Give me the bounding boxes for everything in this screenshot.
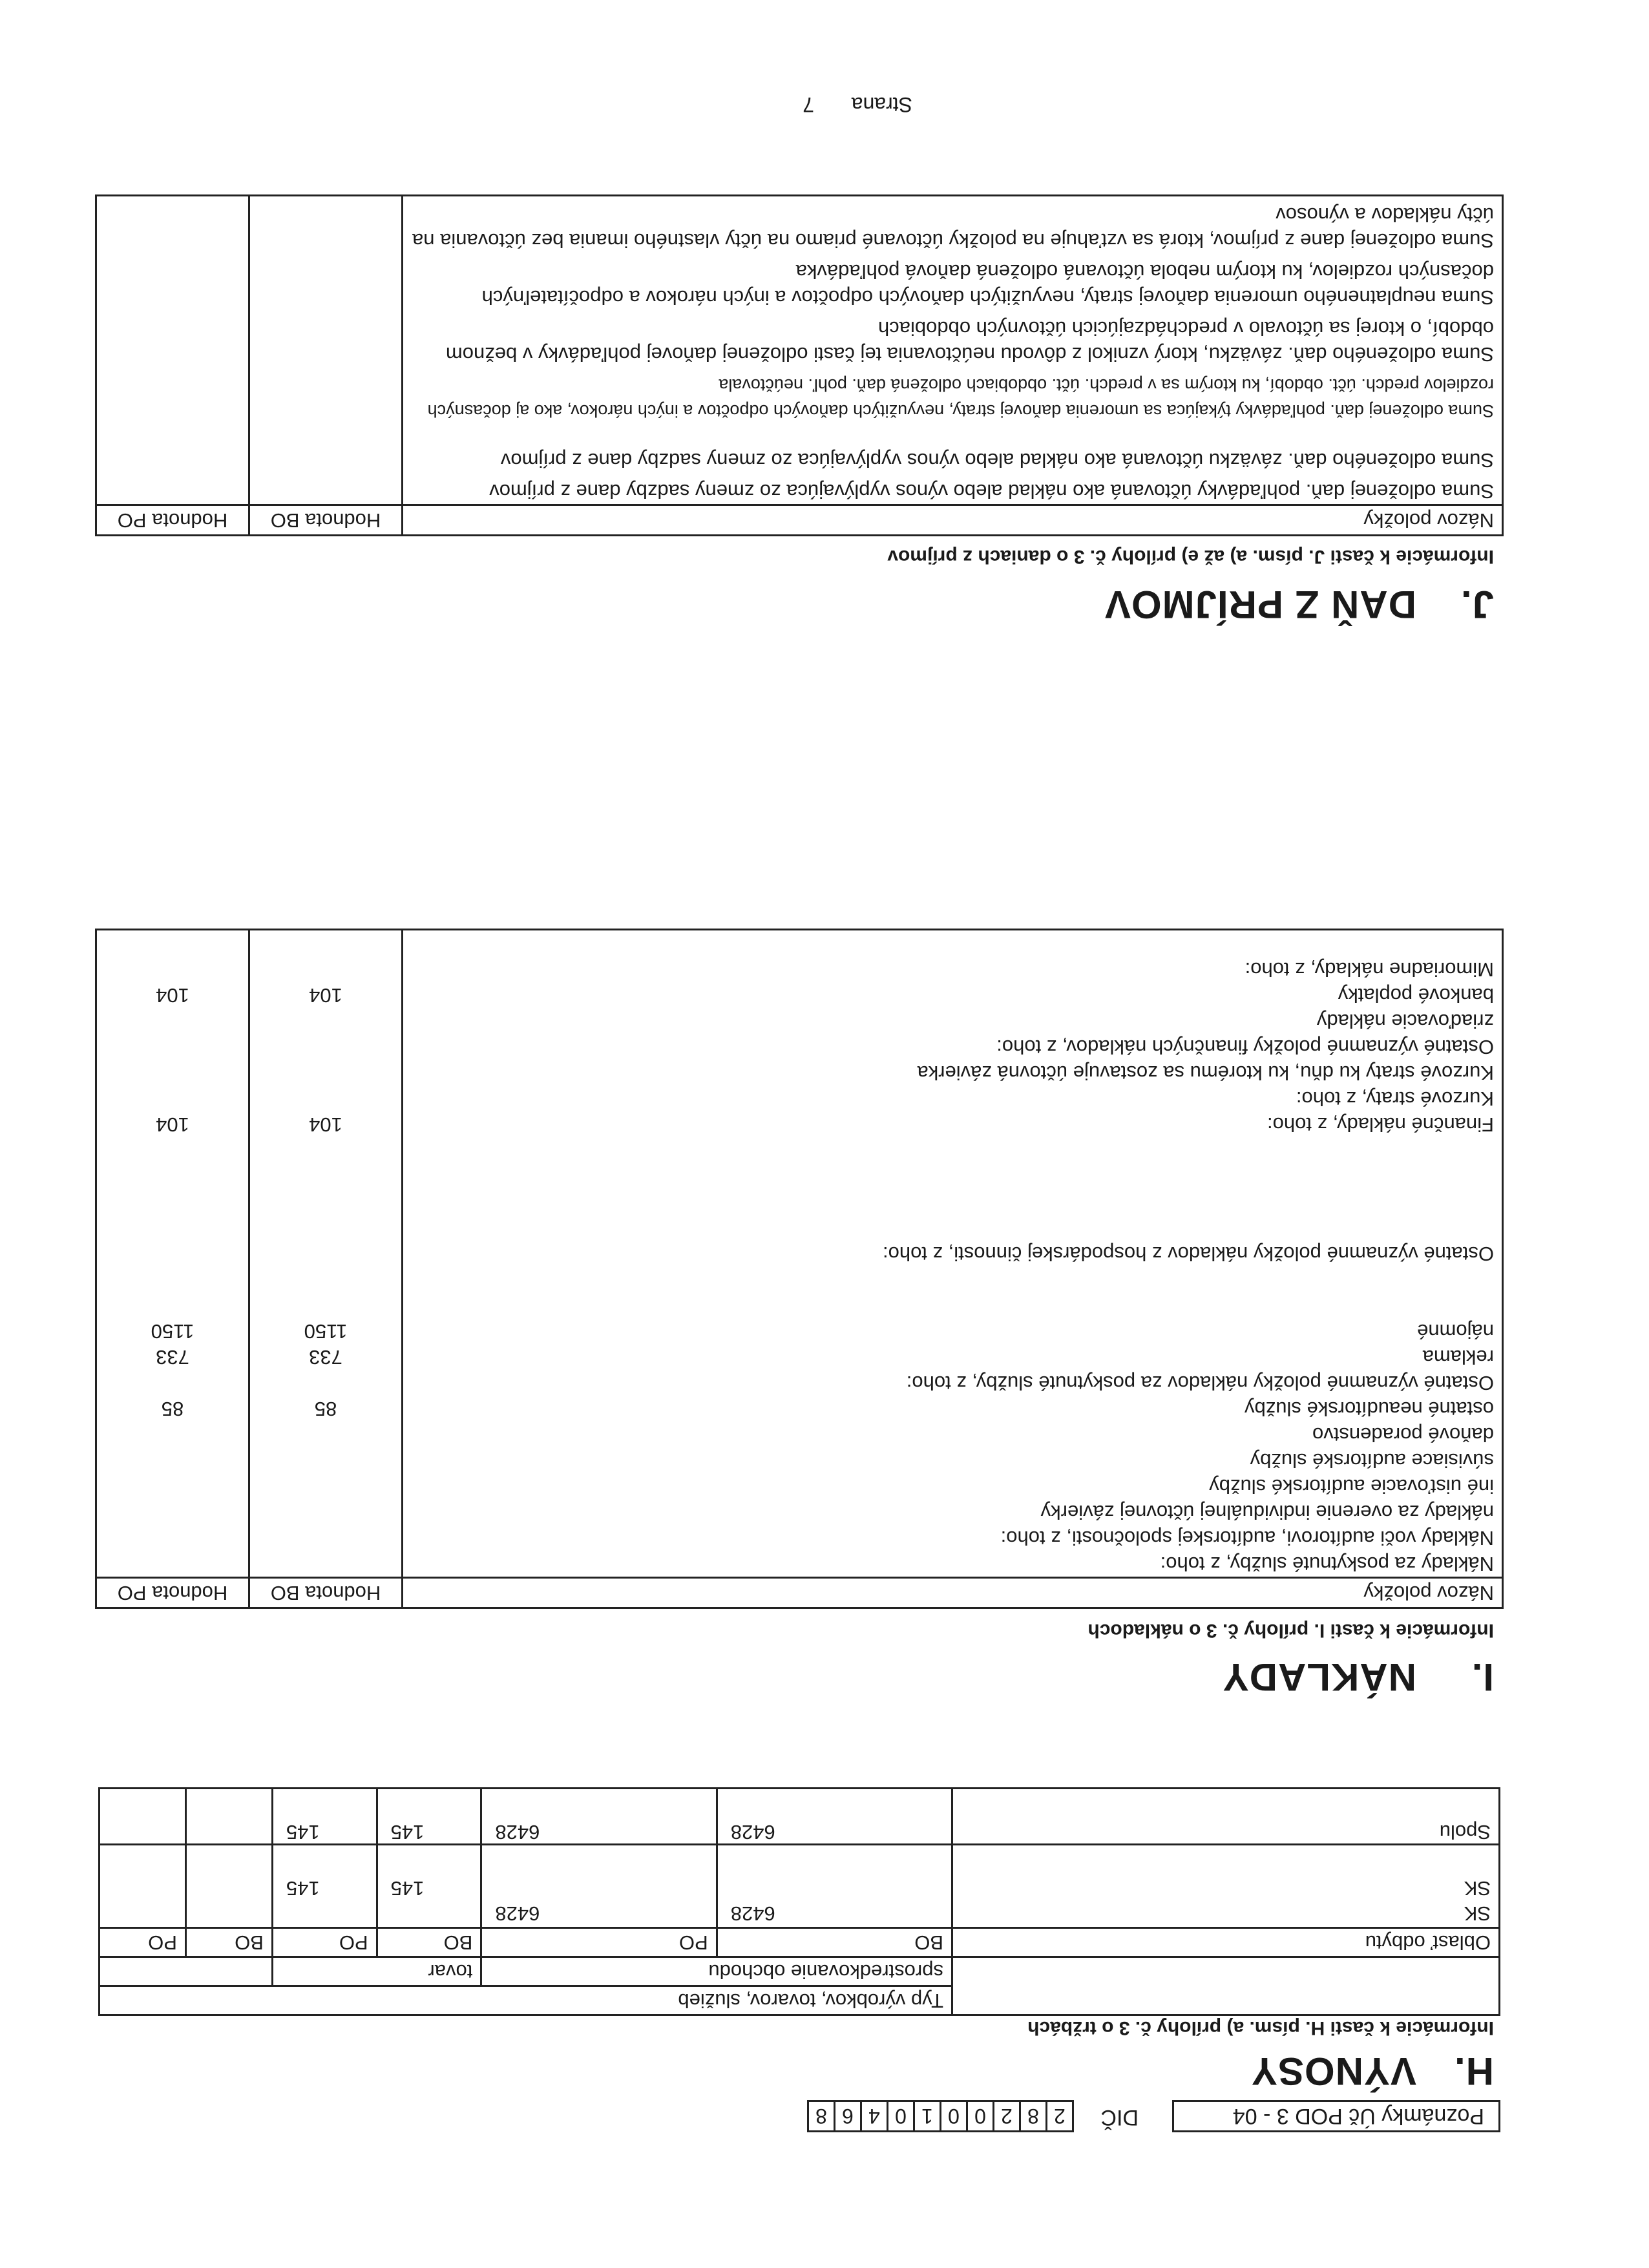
table-row xyxy=(96,1292,1503,1318)
h-cell xyxy=(100,1789,186,1845)
section-h-title: VÝNOSY xyxy=(1250,2050,1416,2093)
h-cell: 145 xyxy=(377,1845,481,1900)
j-row-po xyxy=(96,310,249,367)
i-row-bo xyxy=(249,1499,403,1525)
i-row-po: 733 xyxy=(96,1344,249,1370)
i-row-bo xyxy=(249,1241,403,1266)
income-tax-table xyxy=(95,194,1504,536)
table-row xyxy=(96,196,1503,254)
i-row-bo xyxy=(249,1215,403,1241)
page-label: Strana xyxy=(851,93,912,116)
section-j-number: J. xyxy=(1460,583,1494,626)
j-row-bo xyxy=(249,424,403,473)
h-cell xyxy=(377,1900,481,1928)
table-row xyxy=(96,1525,1503,1551)
table-row xyxy=(96,1241,1503,1266)
dic-digit: 4 xyxy=(861,2101,888,2132)
table-row xyxy=(96,1318,1503,1344)
h-cell xyxy=(185,1900,272,1928)
table-row xyxy=(96,1266,1503,1292)
table-row xyxy=(96,1034,1503,1060)
table-row xyxy=(96,1163,1503,1189)
i-row-label xyxy=(403,1137,1503,1163)
h-col-bo: BO xyxy=(377,1928,481,1957)
j-row-label: Suma odloženého daň. záväzku, ktorý vznikol z dôvodu neúčtovania tej časti odloženej daňovej pohľadávky v bežnom období, o ktorej sa účtovalo v predchádzajúcich účtovných obdobiach xyxy=(403,310,1503,367)
dic-label: DIČ xyxy=(1100,2105,1139,2130)
table-row xyxy=(96,982,1503,1008)
i-row-po xyxy=(96,1447,249,1473)
j-row-bo xyxy=(249,310,403,367)
i-row-po xyxy=(96,1499,249,1525)
i-row-label: Finančné náklady, z toho: xyxy=(403,1111,1503,1137)
h-cell xyxy=(717,1845,952,1900)
section-j-heading xyxy=(1104,582,1494,627)
i-row-label xyxy=(403,1292,1503,1318)
i-row-po xyxy=(96,1551,249,1578)
i-row-label: bankové poplatky xyxy=(403,982,1503,1008)
i-row-po: 85 xyxy=(96,1396,249,1422)
j-row-po xyxy=(96,196,249,254)
i-row-po xyxy=(96,1034,249,1060)
form-label: Poznámky Úč POD 3 - 04 xyxy=(1232,2104,1484,2128)
i-row-bo xyxy=(249,1163,403,1189)
h-cell: 145 xyxy=(272,1845,377,1900)
table-row xyxy=(96,1060,1503,1086)
i-row-bo xyxy=(249,1473,403,1499)
h-col-bo: BO xyxy=(717,1928,952,1957)
table-row xyxy=(96,1473,1503,1499)
i-row-label: Kurzové straty, z toho: xyxy=(403,1086,1503,1111)
dic-digit: 0 xyxy=(967,2101,994,2132)
table-row xyxy=(100,1789,1500,1845)
section-h-info: Informácie k časti H. písm. a) prílohy č. 3 o tržbách xyxy=(1027,2017,1494,2039)
i-row-bo xyxy=(249,930,403,957)
j-row-label: Suma odloženej dane z príjmov, ktorá sa vzťahuje na položky účtované priamo na účty vlastného imania bez účtovania na účty nákladov a výnosov xyxy=(403,196,1503,254)
j-row-label: Suma neuplatneného umorenia daňovej straty, nevyužitých daňových odpočtov a iných nárokov a odpočítateľných dočasných rozdielov, ku ktorým nebola účtovaná odložená daňová pohľadávka xyxy=(403,253,1503,310)
revenue-table xyxy=(98,1787,1500,2016)
h-col-po: PO xyxy=(481,1928,717,1957)
i-row-bo xyxy=(249,1551,403,1578)
table-row xyxy=(96,1086,1503,1111)
section-i-heading xyxy=(1223,1655,1494,1699)
i-row-bo xyxy=(249,1422,403,1447)
dic-digit: 1 xyxy=(914,2101,941,2132)
j-col-name: Názov položky xyxy=(403,505,1503,536)
section-j-title: DAŇ Z PRÍJMOV xyxy=(1104,583,1416,626)
i-row-label: Ostatné významné položky finančných nákladov, z toho: xyxy=(403,1034,1503,1060)
table-row xyxy=(96,1137,1503,1163)
i-row-bo xyxy=(249,1447,403,1473)
i-row-label: náklady za overenie individuálnej účtovnej závierky xyxy=(403,1499,1503,1525)
dic-digits xyxy=(807,2100,1074,2132)
table-row xyxy=(96,424,1503,473)
i-row-label: súvisiace audítorské služby xyxy=(403,1447,1503,1473)
h-col-po: PO xyxy=(100,1928,186,1957)
table-row xyxy=(96,1344,1503,1370)
table-row xyxy=(96,956,1503,982)
j-row-label: Suma odloženej daň. pohľadávky účtovaná ako náklad alebo výnos vyplývajúca zo zmeny sadzby dane z príjmov xyxy=(403,473,1503,505)
table-row xyxy=(96,1447,1503,1473)
dic-digit: 8 xyxy=(808,2101,835,2132)
table-row xyxy=(96,367,1503,424)
h-row-label: SK xyxy=(952,1845,1500,1900)
table-row xyxy=(96,1189,1503,1215)
table-row xyxy=(96,310,1503,367)
page-number xyxy=(803,92,912,116)
h-cell xyxy=(185,1789,272,1845)
i-col-bo: Hodnota BO xyxy=(249,1578,403,1608)
h-row-label: SK xyxy=(952,1900,1500,1928)
j-row-bo xyxy=(249,367,403,424)
i-row-bo xyxy=(249,1008,403,1034)
i-row-label xyxy=(403,1266,1503,1292)
section-i-title: NÁKLADY xyxy=(1222,1655,1416,1699)
h-cell xyxy=(481,1845,717,1900)
i-row-label: Náklady voči audítorovi, audítorskej spoločnosti, z toho: xyxy=(403,1525,1503,1551)
form-label-box xyxy=(1172,2100,1500,2132)
page-number-value: 7 xyxy=(803,93,814,116)
i-row-po: 1150 xyxy=(96,1318,249,1344)
j-row-po xyxy=(96,367,249,424)
i-row-po xyxy=(96,930,249,957)
i-row-bo xyxy=(249,1292,403,1318)
i-row-label: daňové poradenstvo xyxy=(403,1422,1503,1447)
i-row-bo xyxy=(249,1034,403,1060)
i-row-bo: 85 xyxy=(249,1396,403,1422)
table-row xyxy=(96,1396,1503,1422)
i-row-label: Ostatné významné položky nákladov z hospodárskej činnosti, z toho: xyxy=(403,1241,1503,1266)
i-row-bo xyxy=(249,1266,403,1292)
table-row xyxy=(96,1008,1503,1034)
h-col-sprostredkovanie: sprostredkovanie obchodu xyxy=(481,1957,952,1986)
h-cell xyxy=(185,1845,272,1900)
h-col-typ: Typ výrobkov, tovarov, služieb xyxy=(100,1986,952,2015)
i-row-bo: 104 xyxy=(249,1111,403,1137)
i-row-label: ostatné neaudítorské služby xyxy=(403,1396,1503,1422)
dic-digit: 8 xyxy=(1020,2101,1047,2132)
table-row xyxy=(96,473,1503,505)
table-row xyxy=(96,1499,1503,1525)
section-h-number: H. xyxy=(1454,2050,1494,2093)
dic-digit: 0 xyxy=(888,2101,914,2132)
i-row-label: Náklady za poskytnuté služby, z toho: xyxy=(403,1551,1503,1578)
i-row-po xyxy=(96,1060,249,1086)
h-col-po: PO xyxy=(272,1928,377,1957)
i-row-po xyxy=(96,1370,249,1396)
i-row-po xyxy=(96,1266,249,1292)
i-row-bo xyxy=(249,1086,403,1111)
h-cell xyxy=(272,1900,377,1928)
i-row-po xyxy=(96,956,249,982)
i-row-po xyxy=(96,1189,249,1215)
i-row-po xyxy=(96,1086,249,1111)
i-row-label: zriaďovacie náklady xyxy=(403,1008,1503,1034)
j-row-bo xyxy=(249,196,403,254)
i-row-po: 104 xyxy=(96,982,249,1008)
h-cell: 6428 xyxy=(717,1789,952,1845)
i-row-po xyxy=(96,1241,249,1266)
h-cell: 6428 xyxy=(481,1900,717,1928)
j-col-bo: Hodnota BO xyxy=(249,505,403,536)
j-row-label: Suma odloženej daň. pohľadávky týkajúca sa umorenia daňovej straty, nevyužitých daňových odpočtov a iných nárokov, ako aj dočasných rozdielov predch. účt. období, ku ktorým sa v predch. účt. obdobiach odložená daň. pohľ. neúčtovala xyxy=(403,367,1503,424)
table-row xyxy=(96,930,1503,957)
j-row-po xyxy=(96,473,249,505)
i-row-po xyxy=(96,1422,249,1447)
h-col-empty xyxy=(100,1957,273,1986)
h-col-bo: BO xyxy=(185,1928,272,1957)
h-cell: 6428 xyxy=(481,1789,717,1845)
j-row-po xyxy=(96,253,249,310)
i-col-po: Hodnota PO xyxy=(96,1578,249,1608)
j-row-label: Suma odloženého daň. záväzku účtovaná ako náklad alebo výnos vyplývajúca zo zmeny sadzby dane z príjmov xyxy=(403,424,1503,473)
i-row-bo xyxy=(249,1137,403,1163)
section-i-info: Informácie k časti I. prílohy č. 3 o nákladoch xyxy=(1087,1620,1494,1641)
i-row-po xyxy=(96,1137,249,1163)
i-row-po: 104 xyxy=(96,1111,249,1137)
i-row-po xyxy=(96,1163,249,1189)
j-row-bo xyxy=(249,253,403,310)
h-cell xyxy=(100,1900,186,1928)
i-row-po xyxy=(96,1215,249,1241)
i-row-label: Mimoriadne náklady, z toho: xyxy=(403,956,1503,982)
i-row-label: Kurzové straty ku dňu, ku ktorému sa zostavuje účtovná závierka xyxy=(403,1060,1503,1086)
i-row-label: Ostatné významné položky nákladov za poskytnuté služby, z toho: xyxy=(403,1370,1503,1396)
dic-digit: 2 xyxy=(1047,2101,1073,2132)
i-row-label: nájomné xyxy=(403,1318,1503,1344)
h-col-tovar: tovar xyxy=(272,1957,481,1986)
h-row-label: Spolu xyxy=(952,1789,1500,1845)
i-row-po xyxy=(96,1008,249,1034)
i-row-bo xyxy=(249,1370,403,1396)
dic-digit: 0 xyxy=(941,2101,967,2132)
table-row xyxy=(96,1422,1503,1447)
i-row-bo xyxy=(249,1525,403,1551)
i-row-bo: 733 xyxy=(249,1344,403,1370)
h-cell: 6428 xyxy=(717,1900,952,1928)
table-row xyxy=(100,1900,1500,1928)
dic-digit: 6 xyxy=(835,2101,861,2132)
table-row xyxy=(96,1370,1503,1396)
i-row-bo xyxy=(249,1060,403,1086)
section-i-number: I. xyxy=(1471,1655,1494,1699)
h-cell: 145 xyxy=(377,1789,481,1845)
j-col-po: Hodnota PO xyxy=(96,505,249,536)
h-cell: 145 xyxy=(272,1789,377,1845)
i-row-bo xyxy=(249,956,403,982)
table-row xyxy=(96,253,1503,310)
table-row xyxy=(96,1215,1503,1241)
dic-digit: 2 xyxy=(994,2101,1020,2132)
table-row xyxy=(96,1111,1503,1137)
i-row-label xyxy=(403,1215,1503,1241)
i-row-bo xyxy=(249,1189,403,1215)
h-col-oblast: Oblasť odbytu xyxy=(952,1928,1500,1957)
i-row-bo: 104 xyxy=(249,982,403,1008)
table-row xyxy=(96,1551,1503,1578)
table-row xyxy=(100,1845,1500,1900)
h-empty-header xyxy=(952,1957,1500,2015)
i-row-bo: 1150 xyxy=(249,1318,403,1344)
i-row-label xyxy=(403,930,1503,957)
costs-table xyxy=(95,929,1504,1609)
section-h-heading xyxy=(1251,2049,1494,2094)
i-row-label: reklama xyxy=(403,1344,1503,1370)
i-row-label: iné uisťovacie audítorské služby xyxy=(403,1473,1503,1499)
section-j-info: Informácie k časti J. písm. a) až e) prílohy č. 3 o daniach z príjmov xyxy=(887,546,1494,567)
i-row-po xyxy=(96,1292,249,1318)
i-row-label xyxy=(403,1163,1503,1189)
i-row-po xyxy=(96,1525,249,1551)
i-row-label xyxy=(403,1189,1503,1215)
i-col-name: Názov položky xyxy=(403,1578,1503,1608)
h-cell xyxy=(100,1845,186,1900)
j-row-po xyxy=(96,424,249,473)
j-row-bo xyxy=(249,473,403,505)
i-row-po xyxy=(96,1473,249,1499)
